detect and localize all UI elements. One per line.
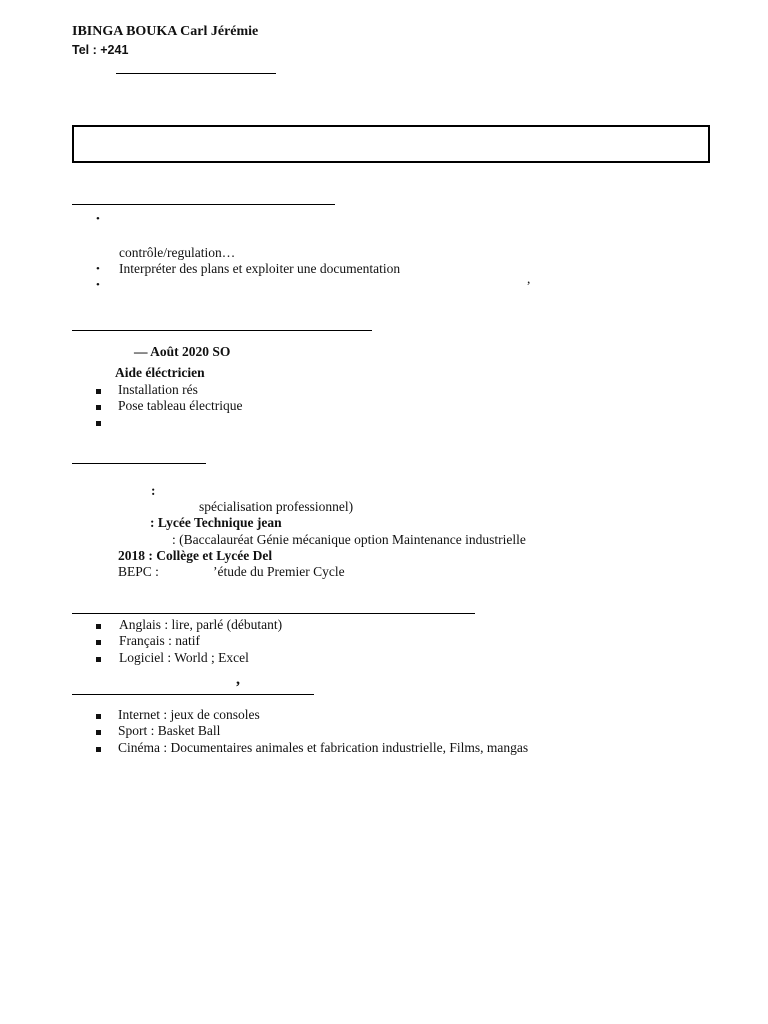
square-bullet	[96, 405, 101, 410]
bullet-dot: •	[96, 279, 100, 291]
interet-item-text: Cinéma : Documentaires animales et fabrication industrielle, Films, mangas	[118, 740, 529, 755]
phone-number: Tel : +241	[72, 43, 129, 57]
square-bullet	[96, 421, 101, 426]
formation-specialisation: spécialisation professionnel)	[199, 499, 354, 514]
candidate-name: IBINGA BOUKA Carl Jérémie	[72, 24, 259, 39]
langue-item-text: Français : natif	[119, 633, 200, 648]
bullet-dot: •	[96, 213, 100, 225]
square-bullet	[96, 624, 101, 629]
experience-item-text: Installation rés	[118, 382, 198, 397]
competence-line: Interpréter des plans et exploiter une documentation	[119, 261, 401, 276]
section-rule-formation	[72, 463, 206, 464]
formation-baccalaureat: : (Baccalauréat Génie mécanique option Maintenance industrielle	[172, 532, 526, 547]
header-underline	[116, 73, 276, 74]
formation-lycee-technique: : Lycée Technique jean	[150, 515, 282, 530]
langue-item	[96, 617, 101, 633]
formation-bepc-text: ’étude du Premier Cycle	[213, 564, 345, 579]
langue-item-text: Logiciel : World ; Excel	[119, 650, 249, 665]
interet-item-text: Sport : Basket Ball	[118, 723, 221, 738]
section-rule-experience	[72, 330, 372, 331]
interet-item-text: Internet : jeux de consoles	[118, 707, 260, 722]
section-rule-competences	[72, 204, 335, 205]
experience-item-text: Pose tableau électrique	[118, 398, 243, 413]
interet-item	[96, 723, 101, 739]
langue-item	[96, 633, 101, 649]
experience-item	[96, 398, 101, 414]
square-bullet	[96, 657, 101, 662]
experience-role: Aide éléctricien	[115, 365, 205, 380]
interet-item	[96, 707, 101, 723]
competence-line: contrôle/regulation…	[119, 245, 236, 260]
square-bullet	[96, 640, 101, 645]
section-rule-interets	[72, 694, 314, 695]
interets-comma: ,	[236, 671, 240, 688]
experience-date: — Août 2020 SO	[134, 344, 231, 359]
formation-2018: 2018 : Collège et Lycée Del	[118, 548, 273, 563]
square-bullet	[96, 747, 101, 752]
langue-item	[96, 650, 101, 666]
bullet-dot: •	[96, 263, 100, 275]
langue-item-text: Anglais : lire, parlé (débutant)	[119, 617, 283, 632]
experience-item	[96, 414, 101, 430]
formation-bepc-label: BEPC :	[118, 564, 159, 579]
square-bullet	[96, 714, 101, 719]
section-rule-langues	[72, 613, 475, 614]
interet-item	[96, 740, 101, 756]
competence-comma: ,	[527, 271, 531, 286]
square-bullet	[96, 730, 101, 735]
title-box	[72, 125, 710, 163]
formation-colon: :	[151, 483, 156, 498]
square-bullet	[96, 389, 101, 394]
experience-item	[96, 382, 101, 398]
